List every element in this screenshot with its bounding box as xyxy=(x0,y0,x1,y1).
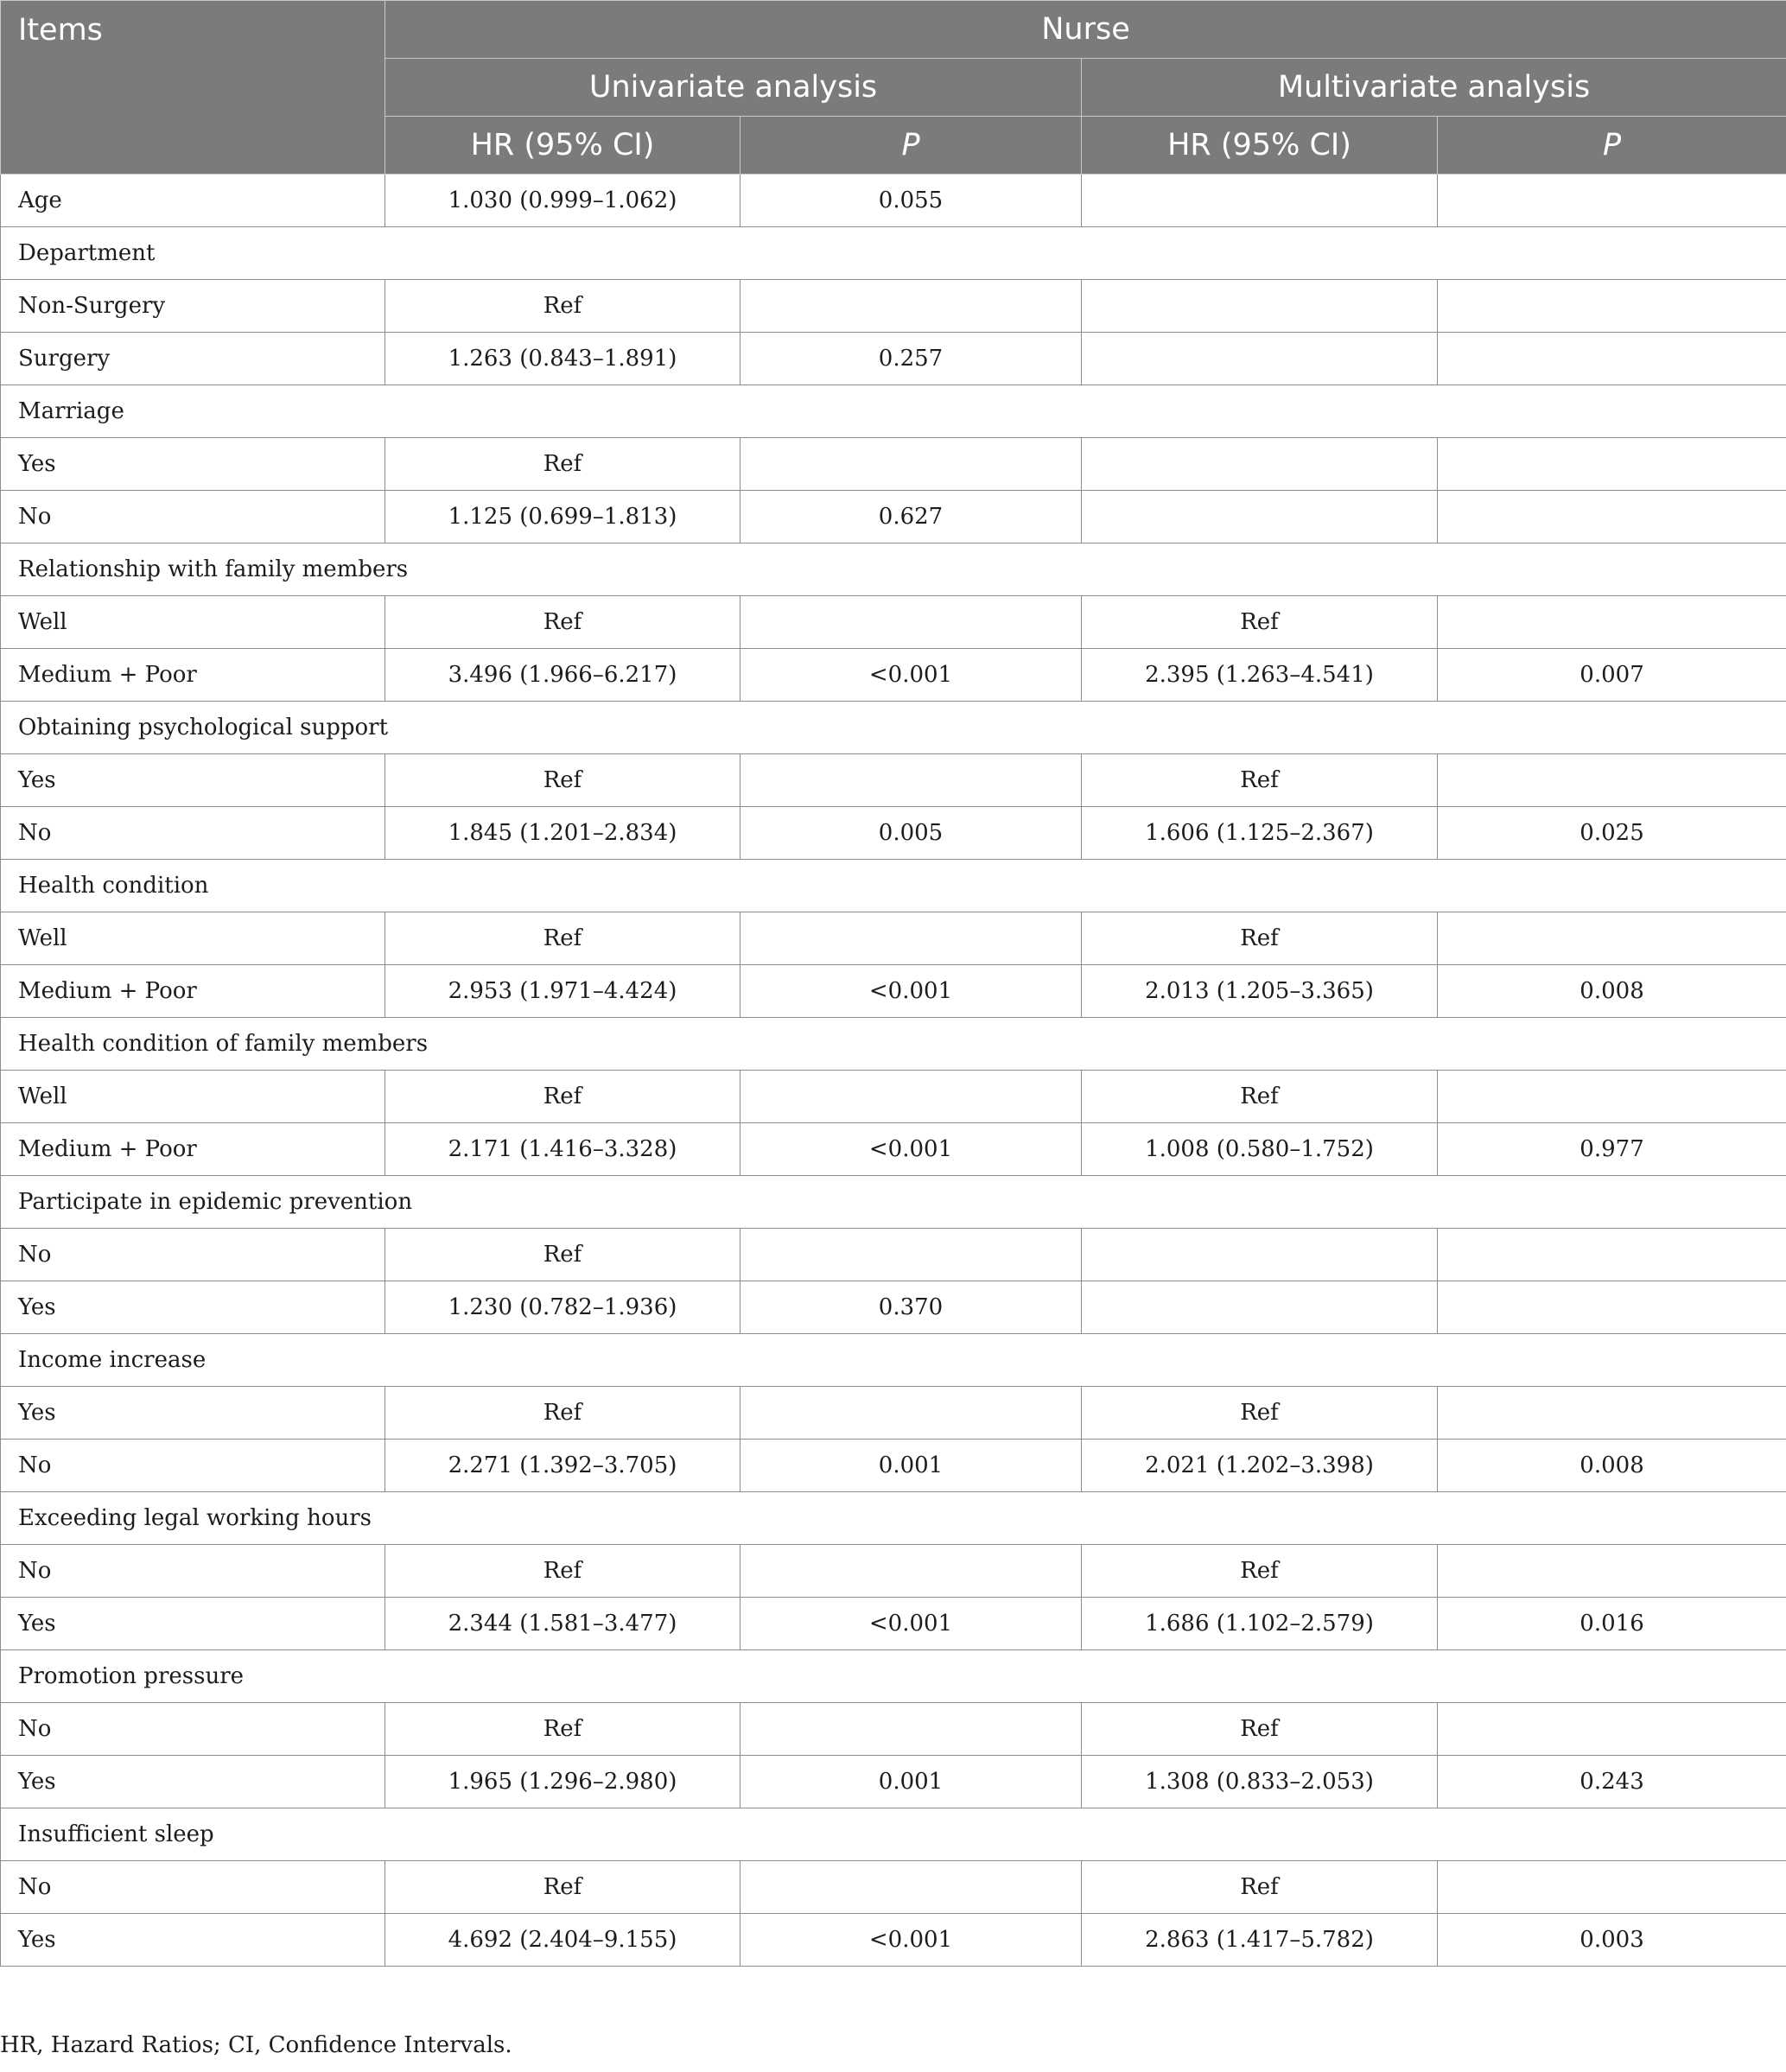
univariate-p-cell xyxy=(740,1703,1082,1756)
group-row xyxy=(1,1492,1786,1545)
row-label: No xyxy=(1,1545,385,1598)
row-label: Yes xyxy=(1,754,385,807)
table-row xyxy=(1,1861,1786,1914)
multivariate-p-cell xyxy=(1438,1703,1786,1756)
table-row xyxy=(1,333,1786,385)
nurse-group-header: Nurse xyxy=(385,1,1786,59)
univariate-p-cell xyxy=(740,754,1082,807)
multivariate-p-cell xyxy=(1438,1229,1786,1281)
univariate-hr-cell: 2.953 (1.971–4.424) xyxy=(385,965,740,1018)
multivariate-p-cell xyxy=(1438,491,1786,543)
row-label: Well xyxy=(1,596,385,649)
multivariate-hr-cell xyxy=(1082,438,1438,491)
univariate-p-cell xyxy=(740,1229,1082,1281)
table-row xyxy=(1,649,1786,702)
table-row xyxy=(1,1440,1786,1492)
group-label: Obtaining psychological support xyxy=(1,702,1786,754)
univariate-hr-cell: 1.030 (0.999–1.062) xyxy=(385,175,740,227)
multivariate-hr-cell xyxy=(1082,333,1438,385)
univariate-p-cell xyxy=(740,280,1082,333)
row-label: Medium + Poor xyxy=(1,649,385,702)
row-label: Yes xyxy=(1,1914,385,1967)
multivariate-hr-cell xyxy=(1082,1281,1438,1334)
row-label: Yes xyxy=(1,438,385,491)
multivariate-p-cell xyxy=(1438,1281,1786,1334)
row-label: Non-Surgery xyxy=(1,280,385,333)
row-label: No xyxy=(1,1703,385,1756)
multivariate-p-cell: 0.243 xyxy=(1438,1756,1786,1808)
table-body xyxy=(1,175,1786,1967)
group-label: Marriage xyxy=(1,385,1786,438)
univariate-p-cell: 0.005 xyxy=(740,807,1082,860)
univariate-hr-cell: 1.845 (1.201–2.834) xyxy=(385,807,740,860)
multivariate-p-cell: 0.008 xyxy=(1438,1440,1786,1492)
group-row xyxy=(1,1018,1786,1071)
row-label: Medium + Poor xyxy=(1,965,385,1018)
group-label: Relationship with family members xyxy=(1,543,1786,596)
univariate-hr-cell: 1.263 (0.843–1.891) xyxy=(385,333,740,385)
univariate-hr-cell: Ref xyxy=(385,1229,740,1281)
univariate-hr-cell: Ref xyxy=(385,1071,740,1123)
row-label: Well xyxy=(1,1071,385,1123)
univariate-p-cell xyxy=(740,1861,1082,1914)
univariate-hr-cell: 3.496 (1.966–6.217) xyxy=(385,649,740,702)
univariate-hr-cell: Ref xyxy=(385,438,740,491)
multivariate-hr-cell: 1.606 (1.125–2.367) xyxy=(1082,807,1438,860)
row-label: No xyxy=(1,1861,385,1914)
univariate-p-cell xyxy=(740,912,1082,965)
univariate-hr-cell: Ref xyxy=(385,1387,740,1440)
group-row xyxy=(1,385,1786,438)
table-row xyxy=(1,807,1786,860)
multivariate-hr-cell: 1.008 (0.580–1.752) xyxy=(1082,1123,1438,1176)
univariate-p-cell xyxy=(740,438,1082,491)
group-row xyxy=(1,702,1786,754)
multivariate-hr-cell: 1.686 (1.102–2.579) xyxy=(1082,1598,1438,1650)
multivariate-hr-cell: Ref xyxy=(1082,596,1438,649)
multivariate-hr-cell: 1.308 (0.833–2.053) xyxy=(1082,1756,1438,1808)
table-row xyxy=(1,1071,1786,1123)
row-label: Surgery xyxy=(1,333,385,385)
row-label: No xyxy=(1,807,385,860)
multivariate-p-cell xyxy=(1438,1387,1786,1440)
multivariate-p-cell xyxy=(1438,438,1786,491)
univariate-hr-cell: 2.344 (1.581–3.477) xyxy=(385,1598,740,1650)
univariate-p-cell xyxy=(740,1387,1082,1440)
multivariate-p-cell xyxy=(1438,1545,1786,1598)
multivariate-hr-cell: 2.021 (1.202–3.398) xyxy=(1082,1440,1438,1492)
table-row xyxy=(1,1545,1786,1598)
multivariate-p-header: P xyxy=(1438,117,1786,175)
univariate-hr-cell: Ref xyxy=(385,912,740,965)
group-label: Insufficient sleep xyxy=(1,1808,1786,1861)
univariate-hr-header: HR (95% CI) xyxy=(385,117,740,175)
univariate-hr-cell: 4.692 (2.404–9.155) xyxy=(385,1914,740,1967)
table-row xyxy=(1,1123,1786,1176)
multivariate-hr-cell: 2.863 (1.417–5.782) xyxy=(1082,1914,1438,1967)
row-label: No xyxy=(1,1440,385,1492)
group-label: Department xyxy=(1,227,1786,280)
univariate-p-cell: <0.001 xyxy=(740,1598,1082,1650)
group-row xyxy=(1,1650,1786,1703)
multivariate-hr-cell: Ref xyxy=(1082,1071,1438,1123)
row-label: No xyxy=(1,491,385,543)
group-row xyxy=(1,860,1786,912)
table-row xyxy=(1,965,1786,1018)
multivariate-p-cell xyxy=(1438,596,1786,649)
table-row xyxy=(1,1914,1786,1967)
univariate-p-cell: 0.001 xyxy=(740,1756,1082,1808)
group-label: Income increase xyxy=(1,1334,1786,1387)
univariate-p-cell: 0.001 xyxy=(740,1440,1082,1492)
table-row xyxy=(1,1703,1786,1756)
univariate-p-cell: <0.001 xyxy=(740,649,1082,702)
items-column-header: Items xyxy=(1,1,385,175)
multivariate-hr-cell: Ref xyxy=(1082,754,1438,807)
univariate-p-cell: <0.001 xyxy=(740,1914,1082,1967)
multivariate-p-cell: 0.007 xyxy=(1438,649,1786,702)
group-row xyxy=(1,1334,1786,1387)
table-row xyxy=(1,1281,1786,1334)
univariate-hr-cell: Ref xyxy=(385,1861,740,1914)
univariate-p-cell: <0.001 xyxy=(740,1123,1082,1176)
univariate-hr-cell: Ref xyxy=(385,754,740,807)
table-row xyxy=(1,491,1786,543)
univariate-hr-cell: 1.125 (0.699–1.813) xyxy=(385,491,740,543)
multivariate-hr-cell: Ref xyxy=(1082,1861,1438,1914)
multivariate-p-cell xyxy=(1438,333,1786,385)
univariate-p-cell xyxy=(740,1545,1082,1598)
group-label: Health condition xyxy=(1,860,1786,912)
row-label: No xyxy=(1,1229,385,1281)
table-row xyxy=(1,912,1786,965)
row-label: Yes xyxy=(1,1281,385,1334)
group-label: Exceeding legal working hours xyxy=(1,1492,1786,1545)
table-row xyxy=(1,1387,1786,1440)
table-row xyxy=(1,596,1786,649)
table-row xyxy=(1,175,1786,227)
univariate-hr-cell: 2.271 (1.392–3.705) xyxy=(385,1440,740,1492)
multivariate-hr-cell xyxy=(1082,491,1438,543)
univariate-hr-cell: Ref xyxy=(385,596,740,649)
univariate-p-header: P xyxy=(740,117,1082,175)
univariate-hr-cell: 1.965 (1.296–2.980) xyxy=(385,1756,740,1808)
univariate-p-cell: <0.001 xyxy=(740,965,1082,1018)
multivariate-hr-cell: 2.395 (1.263–4.541) xyxy=(1082,649,1438,702)
table-row xyxy=(1,1756,1786,1808)
group-label: Health condition of family members xyxy=(1,1018,1786,1071)
row-label: Yes xyxy=(1,1387,385,1440)
row-label: Yes xyxy=(1,1598,385,1650)
univariate-hr-cell: Ref xyxy=(385,280,740,333)
multivariate-hr-cell: Ref xyxy=(1082,1703,1438,1756)
table-header xyxy=(1,1,1786,175)
multivariate-p-cell xyxy=(1438,912,1786,965)
multivariate-hr-cell xyxy=(1082,1229,1438,1281)
multivariate-p-cell xyxy=(1438,1071,1786,1123)
table-row xyxy=(1,438,1786,491)
group-row xyxy=(1,543,1786,596)
group-label: Promotion pressure xyxy=(1,1650,1786,1703)
multivariate-p-cell xyxy=(1438,175,1786,227)
multivariate-hr-cell xyxy=(1082,175,1438,227)
table-row xyxy=(1,280,1786,333)
multivariate-p-cell xyxy=(1438,1861,1786,1914)
multivariate-p-cell: 0.008 xyxy=(1438,965,1786,1018)
univariate-p-cell: 0.370 xyxy=(740,1281,1082,1334)
multivariate-hr-cell: Ref xyxy=(1082,1387,1438,1440)
multivariate-hr-cell: 2.013 (1.205–3.365) xyxy=(1082,965,1438,1018)
table-row xyxy=(1,754,1786,807)
multivariate-p-cell: 0.003 xyxy=(1438,1914,1786,1967)
multivariate-p-cell: 0.977 xyxy=(1438,1123,1786,1176)
univariate-hr-cell: Ref xyxy=(385,1703,740,1756)
table-row xyxy=(1,1229,1786,1281)
univariate-p-cell: 0.627 xyxy=(740,491,1082,543)
group-row xyxy=(1,227,1786,280)
multivariate-p-cell xyxy=(1438,754,1786,807)
univariate-header: Univariate analysis xyxy=(385,59,1082,117)
univariate-p-cell xyxy=(740,596,1082,649)
multivariate-p-cell xyxy=(1438,280,1786,333)
multivariate-hr-cell xyxy=(1082,280,1438,333)
univariate-hr-cell: 1.230 (0.782–1.936) xyxy=(385,1281,740,1334)
multivariate-hr-cell: Ref xyxy=(1082,1545,1438,1598)
univariate-p-cell: 0.257 xyxy=(740,333,1082,385)
group-row xyxy=(1,1808,1786,1861)
multivariate-p-cell: 0.025 xyxy=(1438,807,1786,860)
row-label: Well xyxy=(1,912,385,965)
row-label: Age xyxy=(1,175,385,227)
univariate-hr-cell: Ref xyxy=(385,1545,740,1598)
table-footnote: HR, Hazard Ratios; CI, Confidence Intervals. xyxy=(0,2032,512,2058)
group-row xyxy=(1,1176,1786,1229)
row-label: Yes xyxy=(1,1756,385,1808)
univariate-hr-cell: 2.171 (1.416–3.328) xyxy=(385,1123,740,1176)
row-label: Medium + Poor xyxy=(1,1123,385,1176)
table-row xyxy=(1,1598,1786,1650)
group-label: Participate in epidemic prevention xyxy=(1,1176,1786,1229)
multivariate-p-cell: 0.016 xyxy=(1438,1598,1786,1650)
multivariate-hr-cell: Ref xyxy=(1082,912,1438,965)
univariate-p-cell xyxy=(740,1071,1082,1123)
univariate-p-cell: 0.055 xyxy=(740,175,1082,227)
multivariate-hr-header: HR (95% CI) xyxy=(1082,117,1438,175)
multivariate-header: Multivariate analysis xyxy=(1082,59,1786,117)
